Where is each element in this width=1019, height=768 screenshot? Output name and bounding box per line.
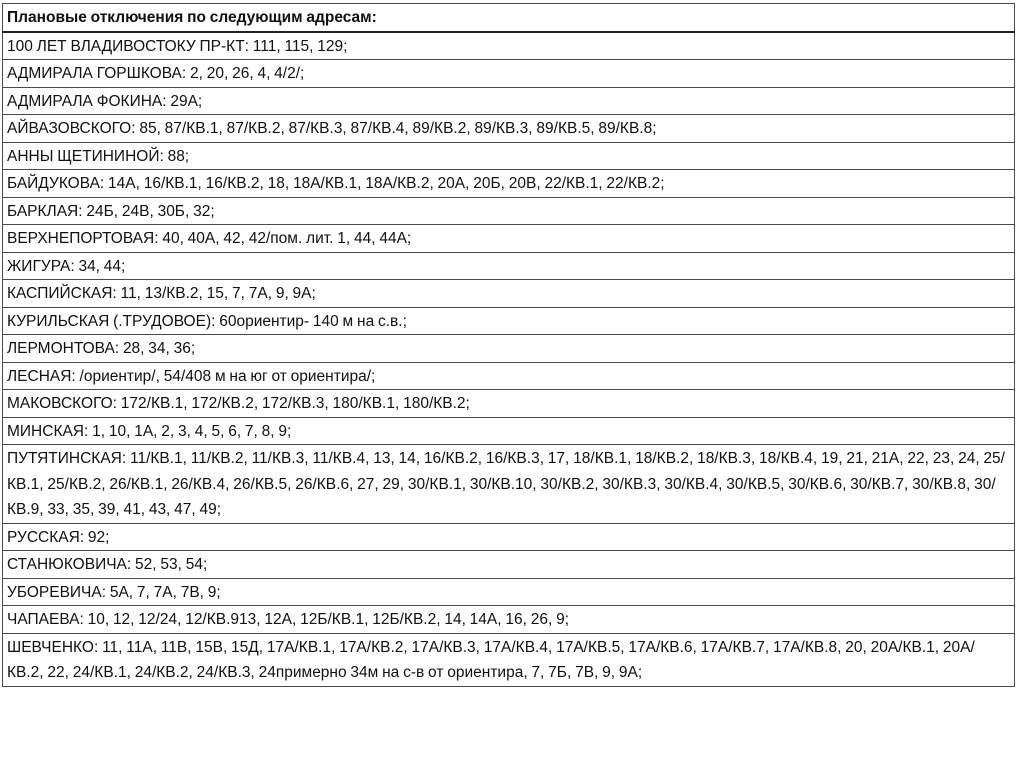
address-cell[interactable]: БАЙДУКОВА: 14А, 16/КВ.1, 16/КВ.2, 18, 18А/КВ.1, 18А/КВ.2, 20А, 20Б, 20В, 22/КВ.1, 22/КВ.2; <box>3 170 1015 198</box>
table-row <box>3 523 1015 551</box>
table-row <box>3 578 1015 606</box>
address-cell[interactable]: АДМИРАЛА ФОКИНА: 29А; <box>3 87 1015 115</box>
address-cell[interactable]: АЙВАЗОВСКОГО: 85, 87/КВ.1, 87/КВ.2, 87/КВ.3, 87/КВ.4, 89/КВ.2, 89/КВ.3, 89/КВ.5, 89/КВ.8; <box>3 115 1015 143</box>
address-cell[interactable]: ЧАПАЕВА: 10, 12, 12/24, 12/КВ.913, 12А, 12Б/КВ.1, 12Б/КВ.2, 14, 14А, 16, 26, 9; <box>3 606 1015 634</box>
table-row <box>3 445 1015 524</box>
table-header-row <box>3 4 1015 32</box>
table-row <box>3 142 1015 170</box>
address-cell[interactable]: ВЕРХНЕПОРТОВАЯ: 40, 40А, 42, 42/пом. лит. 1, 44, 44А; <box>3 225 1015 253</box>
address-cell[interactable]: РУССКАЯ: 92; <box>3 523 1015 551</box>
table-row <box>3 115 1015 143</box>
table-row <box>3 225 1015 253</box>
address-cell[interactable]: КАСПИЙСКАЯ: 11, 13/КВ.2, 15, 7, 7А, 9, 9А; <box>3 280 1015 308</box>
address-cell[interactable]: ПУТЯТИНСКАЯ: 11/КВ.1, 11/КВ.2, 11/КВ.3, 11/КВ.4, 13, 14, 16/КВ.2, 16/КВ.3, 17, 18/КВ.1, 18/КВ.2, 18/КВ.3, 18/КВ.4, 19, 21, 21А, 22, 23, 24, 25/КВ.1, 25/КВ.2, 26/КВ.1, 26/КВ.4, 26/КВ.5, 26/КВ.6, 27, 29, 30/КВ.1, 30/КВ.10, 30/КВ.2, 30/КВ.3, 30/КВ.4, 30/КВ.5, 30/КВ.6, 30/КВ.7, 30/КВ.8, 30/КВ.9, 33, 35, 39, 41, 43, 47, 49; <box>3 445 1015 524</box>
address-cell[interactable]: КУРИЛЬСКАЯ (.ТРУДОВОЕ): 60ориентир- 140 м на с.в.; <box>3 307 1015 335</box>
address-cell[interactable]: АННЫ ЩЕТИНИНОЙ: 88; <box>3 142 1015 170</box>
table-row <box>3 633 1015 686</box>
address-cell[interactable]: ЛЕСНАЯ: /ориентир/, 54/408 м на юг от ориентира/; <box>3 362 1015 390</box>
address-cell[interactable]: БАРКЛАЯ: 24Б, 24В, 30Б, 32; <box>3 197 1015 225</box>
table-row <box>3 280 1015 308</box>
table-row <box>3 390 1015 418</box>
table-row <box>3 32 1015 60</box>
table-row <box>3 197 1015 225</box>
address-cell[interactable]: МИНСКАЯ: 1, 10, 1А, 2, 3, 4, 5, 6, 7, 8, 9; <box>3 417 1015 445</box>
table-row <box>3 252 1015 280</box>
address-cell[interactable]: ЖИГУРА: 34, 44; <box>3 252 1015 280</box>
address-cell[interactable]: МАКОВСКОГО: 172/КВ.1, 172/КВ.2, 172/КВ.3, 180/КВ.1, 180/КВ.2; <box>3 390 1015 418</box>
address-cell[interactable]: ЛЕРМОНТОВА: 28, 34, 36; <box>3 335 1015 363</box>
table-row <box>3 307 1015 335</box>
address-cell[interactable]: 100 ЛЕТ ВЛАДИВОСТОКУ ПР-КТ: 111, 115, 129; <box>3 32 1015 60</box>
table-row <box>3 362 1015 390</box>
outage-address-table <box>2 3 1015 687</box>
table-row <box>3 87 1015 115</box>
table-row <box>3 60 1015 88</box>
table-header-cell[interactable]: Плановые отключения по следующим адресам: <box>3 4 1015 32</box>
table-row <box>3 170 1015 198</box>
address-cell[interactable]: СТАНЮКОВИЧА: 52, 53, 54; <box>3 551 1015 579</box>
table-row <box>3 606 1015 634</box>
table-row <box>3 335 1015 363</box>
table-row <box>3 551 1015 579</box>
address-cell[interactable]: УБОРЕВИЧА: 5А, 7, 7А, 7В, 9; <box>3 578 1015 606</box>
address-cell[interactable]: АДМИРАЛА ГОРШКОВА: 2, 20, 26, 4, 4/2/; <box>3 60 1015 88</box>
address-cell[interactable]: ШЕВЧЕНКО: 11, 11А, 11В, 15В, 15Д, 17А/КВ.1, 17А/КВ.2, 17А/КВ.3, 17А/КВ.4, 17А/КВ.5, 17А/КВ.6, 17А/КВ.7, 17А/КВ.8, 20, 20А/КВ.1, 20А/КВ.2, 22, 24/КВ.1, 24/КВ.2, 24/КВ.3, 24примерно 34м на с-в от ориентира, 7, 7Б, 7В, 9, 9А; <box>3 633 1015 686</box>
table-row <box>3 417 1015 445</box>
